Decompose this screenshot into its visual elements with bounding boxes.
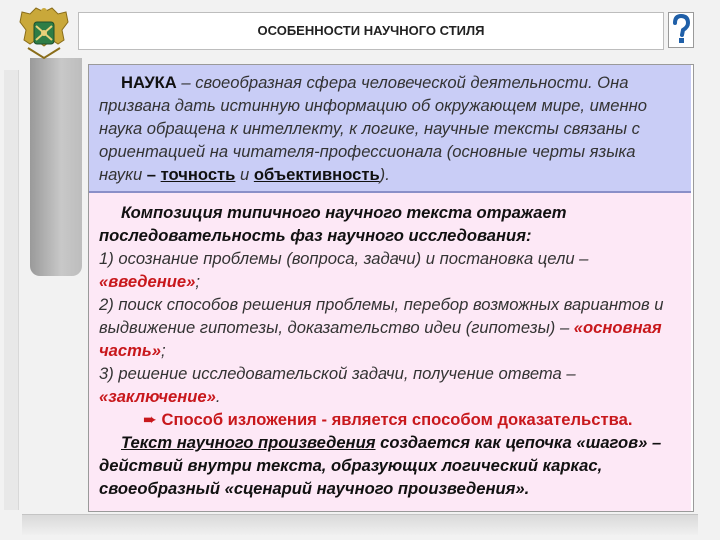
header-bar <box>78 12 664 50</box>
composition-block <box>89 193 691 511</box>
feature-accuracy: точность <box>160 165 236 184</box>
feature-objectivity: объективность <box>253 165 380 184</box>
composition-intro: Композиция типичного научного текста отражает последовательность фаз научного исследования: <box>99 203 567 245</box>
definition-text: своеобразная сфера человеческой деятельности. Она призвана дать истинную информацию об окружающем мире, именно наука обращена к интеллекту, к логике, научные тексты связаны с ориентацией на читателя-профессионала (основные черты языка науки <box>99 73 647 184</box>
dash: – <box>176 73 196 92</box>
page-title: ОСОБЕННОСТИ НАУЧНОГО СТИЛЯ <box>257 23 485 38</box>
chain-subject: Текст научного произведения <box>121 433 376 452</box>
composition-text <box>99 201 683 500</box>
chain-rest: создается как цепочка «шагов» – действий внутри текста, образующих логический каркас, своеобразный «сценарий научного произведения». <box>99 433 662 498</box>
help-question-icon <box>669 13 693 47</box>
method-statement: Способ изложения - является способом доказательства. <box>161 410 633 429</box>
step2-text: 2) поиск способов решения проблемы, перебор возможных вариантов и выдвижение гипотезы, доказательство идеи (гипотезы) – <box>99 295 664 337</box>
step1-end: ; <box>195 272 201 291</box>
conjunction: и <box>235 165 254 184</box>
coat-of-arms-icon <box>16 6 72 66</box>
step3-label: «заключение» <box>99 387 216 406</box>
science-definition-block <box>89 65 691 193</box>
step3-end: . <box>215 387 221 406</box>
arrow-right-icon: ➨ <box>143 410 157 429</box>
step1-label: «введение» <box>99 272 196 291</box>
step1-text: 1) осознание проблемы (вопроса, задачи) и постановка цели – <box>99 249 589 268</box>
science-definition-text <box>99 71 683 186</box>
definition-tail: ). <box>379 165 390 184</box>
step2-label: «основная часть» <box>99 318 662 360</box>
content-panel <box>88 64 694 512</box>
step3-text: 3) решение исследовательской задачи, получение ответа – <box>99 364 576 383</box>
help-button[interactable] <box>668 12 694 48</box>
dash: – <box>142 165 161 184</box>
left-decor-panel <box>30 58 82 276</box>
term-science: НАУКА <box>121 73 177 92</box>
left-decor-strip <box>4 70 19 510</box>
bottom-decor-bar <box>22 514 698 535</box>
step2-end: ; <box>160 341 166 360</box>
